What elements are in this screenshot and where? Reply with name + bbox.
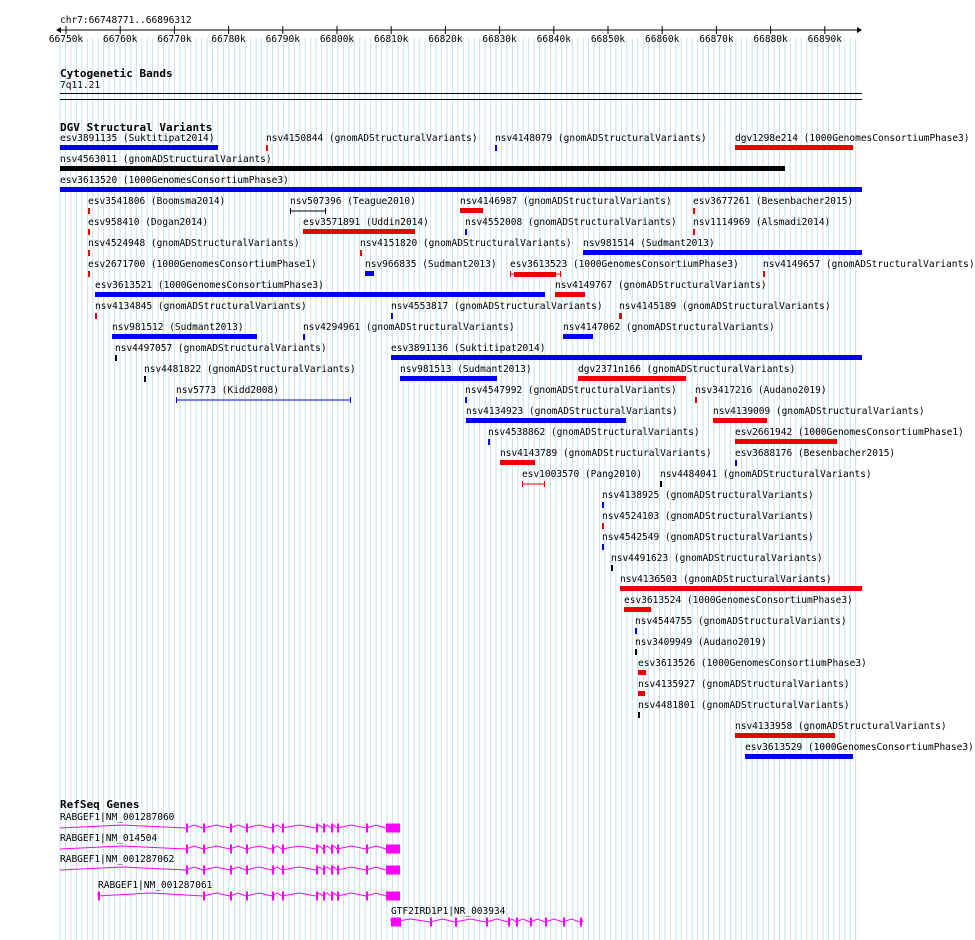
dgv-variant-label[interactable]: esv3613523 (1000GenomesConsortiumPhase3) <box>510 259 739 270</box>
dgv-variant-label[interactable]: nsv3409949 (Audano2019) <box>635 637 767 648</box>
refseq-gene-model[interactable] <box>98 892 400 901</box>
refseq-gene-model[interactable] <box>60 845 400 854</box>
dgv-variant-label[interactable]: nsv981513 (Sudmant2013) <box>400 364 532 375</box>
ruler-tick-label: 66760k <box>103 34 138 45</box>
ruler-tick-label: 66790k <box>265 34 300 45</box>
dgv-variant-label[interactable]: nsv4148079 (gnomADStructuralVariants) <box>495 133 707 144</box>
locus-label: chr7:66748771..66896312 <box>60 15 192 26</box>
dgv-variant-label[interactable]: nsv4552008 (gnomADStructuralVariants) <box>465 217 677 228</box>
dgv-variant-label[interactable]: nsv507396 (Teague2010) <box>290 196 416 207</box>
dgv-variant-label[interactable]: nsv4136503 (gnomADStructuralVariants) <box>620 574 832 585</box>
dgv-variant-label[interactable]: esv3613521 (1000GenomesConsortiumPhase3) <box>95 280 324 291</box>
ruler-tick-label: 66860k <box>645 34 680 45</box>
cyto-track-title: Cytogenetic Bands <box>60 67 173 80</box>
ruler-tick-label: 66750k <box>48 34 84 45</box>
dgv-variant-label[interactable]: nsv4481801 (gnomADStructuralVariants) <box>638 700 850 711</box>
dgv-variant-label[interactable]: nsv4149767 (gnomADStructuralVariants) <box>555 280 767 291</box>
dgv-variant-label[interactable]: nsv4542549 (gnomADStructuralVariants) <box>602 532 814 543</box>
dgv-variant-label[interactable]: nsv4139009 (gnomADStructuralVariants) <box>713 406 925 417</box>
ruler-tick-label: 66780k <box>211 34 246 45</box>
refseq-gene-label[interactable]: GTF2IRD1P1|NR_003934 <box>391 906 506 917</box>
dgv-variant-label[interactable]: nsv4151820 (gnomADStructuralVariants) <box>360 238 572 249</box>
dgv-variant-label[interactable]: nsv981514 (Sudmant2013) <box>583 238 715 249</box>
ruler-tick-label: 66820k <box>428 34 463 45</box>
dgv-variant-label[interactable]: esv2661942 (1000GenomesConsortiumPhase1) <box>735 427 964 438</box>
dgv-variant-label[interactable]: esv3891135 (Suktitipat2014) <box>60 133 215 144</box>
refseq-gene-model[interactable] <box>60 824 400 833</box>
cyto-band-label[interactable]: 7q11.21 <box>60 80 101 91</box>
dgv-variant-label[interactable]: esv1003570 (Pang2010) <box>522 469 643 480</box>
dgv-variant-label[interactable]: esv3688176 (Besenbacher2015) <box>735 448 896 459</box>
refseq-track-title: RefSeq Genes <box>60 798 140 811</box>
refseq-gene-label[interactable]: RABGEF1|NM_001287062 <box>60 854 175 865</box>
dgv-variant-label[interactable]: nsv4150844 (gnomADStructuralVariants) <box>266 133 478 144</box>
ruler-tick-label: 66770k <box>157 34 192 45</box>
dgv-variant-label[interactable]: nsv4563011 (gnomADStructuralVariants) <box>60 154 272 165</box>
dgv-variant-label[interactable]: nsv4294961 (gnomADStructuralVariants) <box>303 322 515 333</box>
refseq-gene-label[interactable]: RABGEF1|NM_014504 <box>60 833 158 844</box>
dgv-variant-label[interactable]: dgv1298e214 (1000GenomesConsortiumPhase3) <box>735 133 970 144</box>
dgv-variant-label[interactable]: nsv4138925 (gnomADStructuralVariants) <box>602 490 814 501</box>
dgv-variant-label[interactable]: nsv4553817 (gnomADStructuralVariants) <box>391 301 603 312</box>
dgv-variant-label[interactable]: nsv4143789 (gnomADStructuralVariants) <box>500 448 712 459</box>
dgv-variant-label[interactable]: esv3541806 (Boomsma2014) <box>88 196 226 207</box>
dgv-variant-label[interactable]: nsv3417216 (Audano2019) <box>695 385 827 396</box>
dgv-variant-label[interactable]: nsv4524948 (gnomADStructuralVariants) <box>88 238 300 249</box>
ruler-tick-label: 66840k <box>536 34 571 45</box>
refseq-gene-model[interactable] <box>391 918 583 927</box>
dgv-variant-label[interactable]: esv3613520 (1000GenomesConsortiumPhase3) <box>60 175 289 186</box>
dgv-variant-label[interactable]: nsv4146987 (gnomADStructuralVariants) <box>460 196 672 207</box>
ruler-tick-label: 66830k <box>482 34 517 45</box>
dgv-variant-label[interactable]: esv3891136 (Suktitipat2014) <box>391 343 546 354</box>
dgv-variant-label[interactable]: dgv2371n166 (gnomADStructuralVariants) <box>578 364 796 375</box>
dgv-variant-label[interactable]: nsv1114969 (Alsmadi2014) <box>693 217 831 228</box>
dgv-variant-label[interactable]: esv3677261 (Besenbacher2015) <box>693 196 854 207</box>
dgv-variant-label[interactable]: nsv4524103 (gnomADStructuralVariants) <box>602 511 814 522</box>
dgv-variant-label[interactable]: esv2671700 (1000GenomesConsortiumPhase1) <box>88 259 317 270</box>
dgv-variant-label[interactable]: nsv4497057 (gnomADStructuralVariants) <box>115 343 327 354</box>
dgv-variant-label[interactable]: esv958410 (Dogan2014) <box>88 217 209 228</box>
dgv-variant-label[interactable]: nsv5773 (Kidd2008) <box>176 385 279 396</box>
ruler-tick-label: 66850k <box>590 34 626 45</box>
dgv-variant-label[interactable]: nsv4544755 (gnomADStructuralVariants) <box>635 616 847 627</box>
dgv-variant-label[interactable]: nsv4547992 (gnomADStructuralVariants) <box>465 385 677 396</box>
dgv-variant-label[interactable]: nsv981512 (Sudmant2013) <box>112 322 244 333</box>
dgv-variant-label[interactable]: nsv4538862 (gnomADStructuralVariants) <box>488 427 700 438</box>
refseq-gene-model[interactable] <box>60 866 400 875</box>
dgv-variant-label[interactable]: nsv4145189 (gnomADStructuralVariants) <box>619 301 831 312</box>
dgv-variant-label[interactable]: esv3613526 (1000GenomesConsortiumPhase3) <box>638 658 867 669</box>
dgv-variant-label[interactable]: nsv4149657 (gnomADStructuralVariants) <box>763 259 975 270</box>
ruler-tick-label: 66890k <box>807 34 842 45</box>
dgv-variant-label[interactable]: esv3613529 (1000GenomesConsortiumPhase3) <box>745 742 974 753</box>
ruler-tick-label: 66870k <box>699 34 734 45</box>
ruler-tick-label: 66800k <box>319 34 355 45</box>
dgv-variant-label[interactable]: esv3571891 (Uddin2014) <box>303 217 429 228</box>
dgv-variant-label[interactable]: nsv4491623 (gnomADStructuralVariants) <box>611 553 823 564</box>
dgv-variant-label[interactable]: nsv4134845 (gnomADStructuralVariants) <box>95 301 307 312</box>
dgv-variant-label[interactable]: nsv4135927 (gnomADStructuralVariants) <box>638 679 850 690</box>
dgv-variant-label[interactable]: nsv4481822 (gnomADStructuralVariants) <box>144 364 356 375</box>
refseq-gene-label[interactable]: RABGEF1|NM_001287060 <box>60 812 175 823</box>
ruler-tick-label: 66810k <box>374 34 409 45</box>
refseq-gene-label[interactable]: RABGEF1|NM_001287061 <box>98 880 213 891</box>
dgv-variant-label[interactable]: nsv4134923 (gnomADStructuralVariants) <box>466 406 678 417</box>
dgv-variant-label[interactable]: esv3613524 (1000GenomesConsortiumPhase3) <box>624 595 853 606</box>
dgv-track-title: DGV Structural Variants <box>60 121 213 134</box>
dgv-variant-label[interactable]: nsv4484041 (gnomADStructuralVariants) <box>660 469 872 480</box>
dgv-variant-label[interactable]: nsv966835 (Sudmant2013) <box>365 259 497 270</box>
dgv-variant-label[interactable]: nsv4147062 (gnomADStructuralVariants) <box>563 322 775 333</box>
ruler-tick-label: 66880k <box>753 34 788 45</box>
dgv-variant-label[interactable]: nsv4133958 (gnomADStructuralVariants) <box>735 721 947 732</box>
